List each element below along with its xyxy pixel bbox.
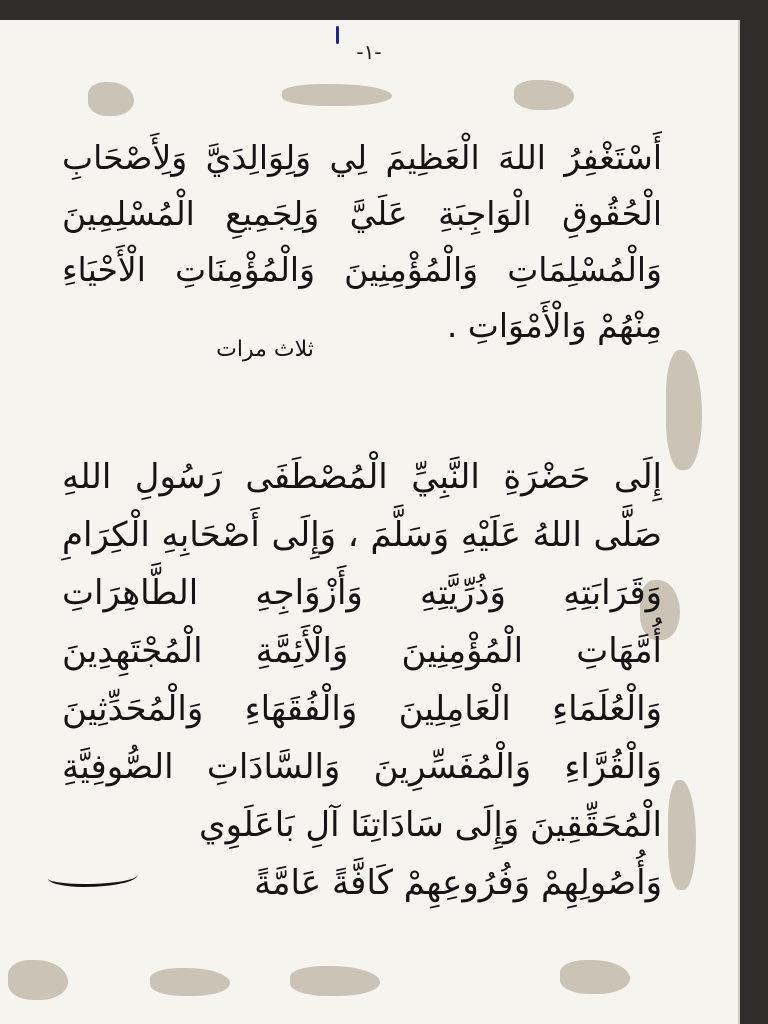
text-line: وَالْقُرَّاءِ وَالْمُفَسِّرِينَ وَالسَّادَاتِ الصُّوفِيَّةِ [62,747,662,787]
prayer-section-1 [62,130,662,354]
text-line: مِنْهُمْ وَالْأَمْوَاتِ . [446,306,662,345]
stain-mark [668,780,696,890]
prayer-section-2 [62,448,662,912]
text-line: وَالْمُسْلِمَاتِ وَالْمُؤْمِنِينَ وَالْمُؤْمِنَاتِ الْأَحْيَاءِ [62,250,662,289]
stain-mark [514,80,574,110]
stain-mark [666,350,702,470]
text-line: الْحُقُوقِ الْوَاجِبَةِ عَلَيَّ وَلِجَمِيعِ الْمُسْلِمِينَ [62,194,662,233]
repeat-count-note: ثلاث مرات [216,337,314,362]
text-line: صَلَّى اللهُ عَلَيْهِ وَسَلَّمَ ، وَإِلَى أَصْحَابِهِ الْكِرَامِ [62,515,662,555]
page-number: -١- [356,40,382,64]
stain-mark [560,960,630,994]
stain-mark [290,966,380,996]
text-line: أُمَّهَاتِ الْمُؤْمِنِينَ وَالْأَئِمَّةِ الْمُجْتَهِدِينَ [62,631,662,671]
stain-mark [8,960,68,1000]
text-line: وَأُصُولِهِمْ وَفُرُوعِهِمْ كَافَّةً عَامَّةً [254,863,662,903]
text-line: الْمُحَقِّقِينَ وَإِلَى سَادَاتِنَا آلِ بَاعَلَوِي [199,805,662,845]
stain-mark [88,82,134,116]
stain-mark [282,84,392,106]
text-line: أَسْتَغْفِرُ اللهَ الْعَظِيمَ لِي وَلِوَالِدَيَّ وَلِأَصْحَابِ [62,138,662,177]
text-line: إِلَى حَضْرَةِ النَّبِيِّ الْمُصْطَفَى رَسُولِ اللهِ [62,457,662,497]
text-line: وَقَرَابَتِهِ وَذُرِّيَّتِهِ وَأَزْوَاجِهِ الطَّاهِرَاتِ [62,573,662,613]
text-line: وَالْعُلَمَاءِ الْعَامِلِينَ وَالْفُقَهَاءِ وَالْمُحَدِّثِينَ [62,689,662,729]
stain-mark [150,968,230,996]
